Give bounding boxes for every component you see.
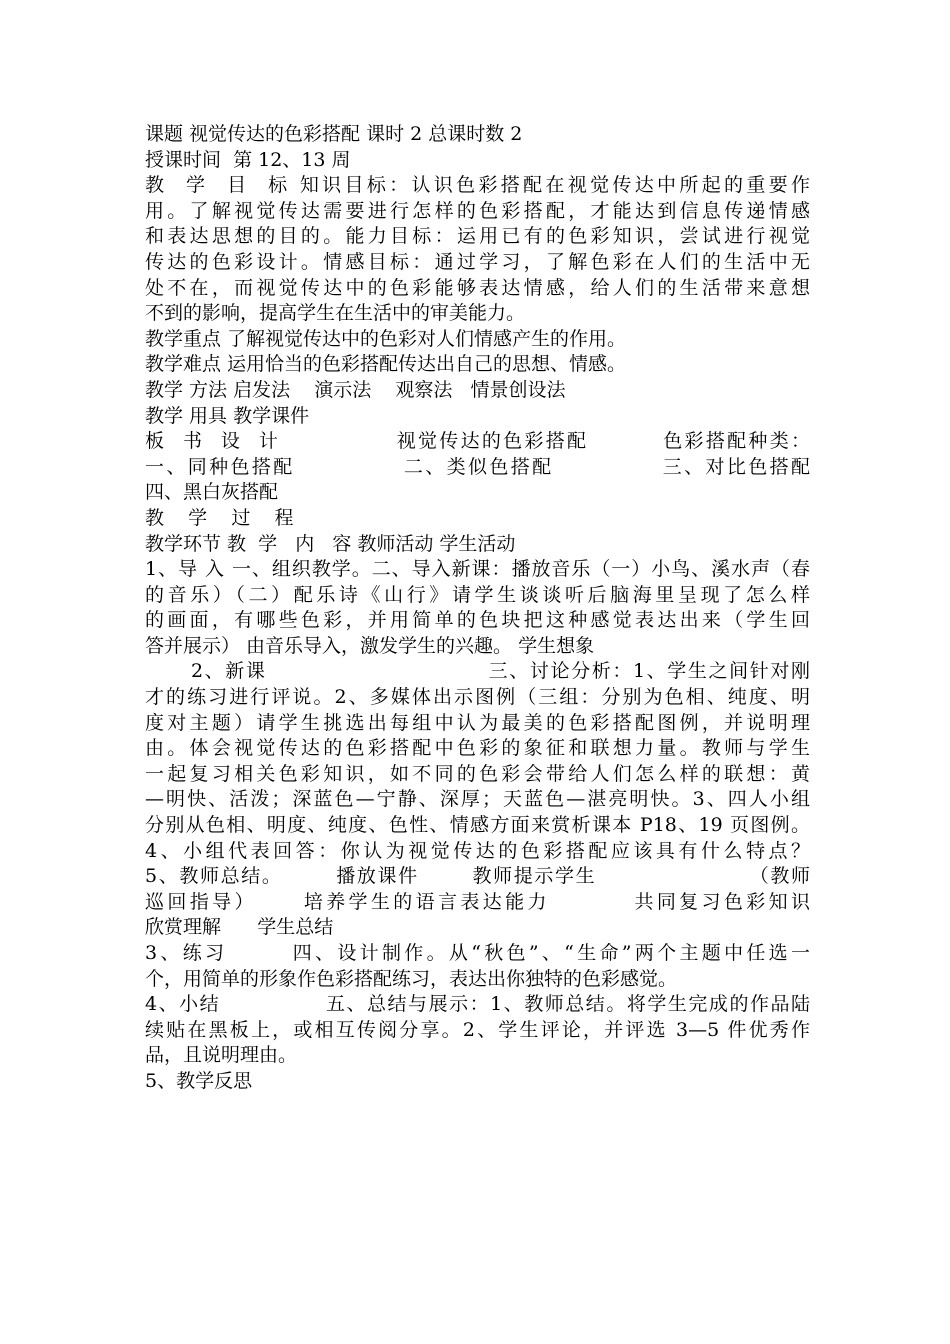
text-line: 和表达思想的目的。能力目标：运用已有的色彩知识，尝试进行视觉 [145, 225, 810, 248]
text-line-difficulty: 教学难点 运用恰当的色彩搭配传达出自己的思想、情感。 [145, 353, 627, 376]
text-line: 个，用简单的形象作色彩搭配练习，表达出你独特的色彩感觉。 [145, 967, 678, 990]
text-line: 品，且说明理由。 [145, 1044, 298, 1067]
text-line: 一起复习相关色彩知识，如不同的色彩会带给人们怎么样的联想：黄 [145, 762, 810, 785]
text-line-process-heading: 教 学 过 程 [145, 506, 294, 529]
text-line: —明快、活泼；深蓝色—宁静、深厚；天蓝色—湛亮明快。3、四人小组 [145, 788, 810, 811]
text-line: 答并展示） 由音乐导入，激发学生的兴趣。 学生想象 [145, 634, 595, 657]
text-line-board-design: 板 书 设 计 视觉传达的色彩搭配 色彩搭配种类： [145, 430, 810, 453]
text-line-reflection: 5、教学反思 [145, 1069, 253, 1092]
text-line: 传达的色彩设计。情感目标：通过学习，了解色彩在人们的生活中无 [145, 250, 810, 273]
text-line: 一、同种色搭配 二、类似色搭配 三、对比色搭配 [145, 455, 810, 478]
text-line: 由。体会视觉传达的色彩搭配中色彩的象征和联想力量。教师与学生 [145, 737, 810, 760]
text-line-methods: 教学 方法 启发法 演示法 观察法 情景创设法 [145, 378, 566, 401]
text-line: 欣赏理解 学生总结 [145, 916, 334, 939]
text-line-objectives: 教 学 目 标 知识目标：认识色彩搭配在视觉传达中所起的重要作 [145, 174, 810, 197]
text-line-tools: 教学 用具 教学课件 [145, 404, 310, 427]
text-line: 续贴在黑板上，或相互传阅分享。2、学生评论，并评选 3—5 件优秀作 [145, 1018, 810, 1041]
text-line-summary: 4、小结 五、总结与展示：1、教师总结。将学生完成的作品陆 [145, 993, 810, 1016]
text-line-table-header: 教学环节 教 学 内 容 教师活动 学生活动 [145, 532, 516, 555]
text-line-new-lesson: 2、新课 三、讨论分析：1、学生之间针对刚 [145, 660, 810, 683]
text-line: 4、小组代表回答：你认为视觉传达的色彩搭配应该具有什么特点？ [145, 839, 810, 862]
text-line: 的音乐）（二）配乐诗《山行》请学生谈谈听后脑海里呈现了怎么样 [145, 583, 810, 606]
text-line: 度对主题）请学生挑选出每组中认为最美的色彩搭配图例，并说明理 [145, 711, 810, 734]
text-line: 四、黑白灰搭配 [145, 481, 279, 504]
text-line-key-point: 教学重点 了解视觉传达中的色彩对人们情感产生的作用。 [145, 327, 627, 350]
text-line: 巡回指导） 培养学生的语言表达能力 共同复习色彩知识 [145, 890, 810, 913]
document-body [145, 122, 810, 1095]
text-line: 不到的影响，提高学生在生活中的审美能力。 [145, 302, 526, 325]
text-line-intro: 1、导 入 一、组织教学。二、导入新课：播放音乐（一）小鸟、溪水声（春 [145, 558, 810, 581]
text-line: 5、教师总结。 播放课件 教师提示学生 （教师 [145, 865, 810, 888]
text-line: 用。了解视觉传达需要进行怎样的色彩搭配，才能达到信息传递情感 [145, 199, 810, 222]
text-line: 才的练习进行评说。2、多媒体出示图例（三组：分别为色相、纯度、明 [145, 686, 810, 709]
text-line-practice: 3、练习 四、设计制作。从“秋色”、“生命”两个主题中任选一 [145, 942, 810, 964]
text-line: 分别从色相、明度、纯度、色性、情感方面来赏析课本 P18、19 页图例。 [145, 814, 810, 837]
text-line-time: 授课时间 第 12、13 周 [145, 148, 351, 171]
text-line: 处不在，而视觉传达中的色彩能够表达情感，给人们的生活带来意想 [145, 276, 810, 299]
text-line-title: 课题 视觉传达的色彩搭配 课时 2 总课时数 2 [145, 123, 523, 145]
text-line: 的画面，有哪些色彩，并用简单的色块把这种感觉表达出来（学生回 [145, 609, 810, 632]
